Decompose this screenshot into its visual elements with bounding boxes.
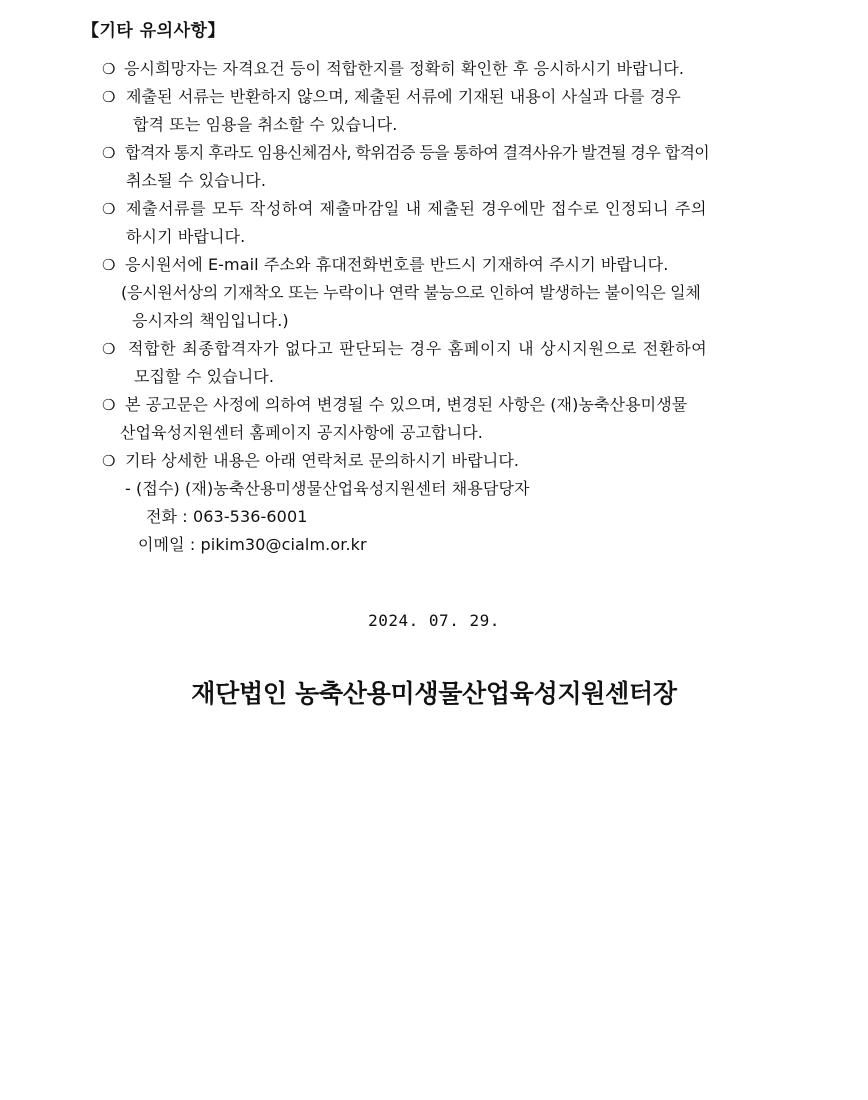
section-title: 【기타 유의사항】: [82, 21, 225, 41]
notice-item-6-line-1: 적합한 최종합격자가 없다고 판단되는 경우 홈페이지 내 상시지원으로 전환하여: [128, 339, 708, 358]
contact-email: 이메일 : pikim30@cialm.or.kr: [138, 535, 367, 554]
bullet-icon: ❍: [102, 256, 116, 274]
notice-item-1-line-1: 응시희망자는 자격요건 등이 적합한지를 정확히 확인한 후 응시하시기 바랍니다.: [124, 59, 685, 78]
notice-item-5-line-1: 응시원서에 E-mail 주소와 휴대전화번호를 반드시 기재하여 주시기 바랍니다.: [125, 255, 669, 274]
notice-item-4-line-2: 하시기 바랍니다.: [126, 227, 246, 246]
bullet-icon: ❍: [102, 60, 116, 78]
notice-item-6-line-2: 모집할 수 있습니다.: [134, 367, 275, 386]
bullet-icon: ❍: [102, 144, 116, 162]
notice-item-5-line-2: (응시원서상의 기재착오 또는 누락이나 연락 불능으로 인하여 발생하는 불이익은 일체: [121, 283, 701, 302]
notice-item-3-line-1: 합격자 통지 후라도 임용신체검사, 학위검증 등을 통하여 결격사유가 발견될 경우 합격이: [125, 143, 710, 162]
bullet-icon: ❍: [102, 200, 116, 218]
notice-date: 2024. 07. 29.: [368, 611, 500, 630]
notice-item-3-line-2: 취소될 수 있습니다.: [126, 171, 267, 190]
bullet-icon: ❍: [102, 396, 116, 414]
organization-name: 재단법인 농축산용미생물산업육성지원센터장: [191, 679, 677, 708]
notice-item-2-line-1: 제출된 서류는 반환하지 않으며, 제출된 서류에 기재된 내용이 사실과 다를 경우: [126, 87, 681, 106]
bullet-icon: ❍: [102, 452, 116, 470]
notice-item-4-line-1: 제출서류를 모두 작성하여 제출마감일 내 제출된 경우에만 접수로 인정되니 주의: [126, 199, 708, 218]
notice-item-8-line-1: 기타 상세한 내용은 아래 연락처로 문의하시기 바랍니다.: [125, 451, 520, 470]
notice-item-7-line-1: 본 공고문은 사정에 의하여 변경될 수 있으며, 변경된 사항은 (재)농축산용미생물: [125, 395, 688, 414]
bullet-icon: ❍: [102, 88, 116, 106]
bullet-icon: ❍: [102, 340, 116, 358]
contact-office: - (접수) (재)농축산용미생물산업육성지원센터 채용담당자: [125, 479, 530, 498]
notice-item-7-line-2: 산업육성지원센터 홈페이지 공지사항에 공고합니다.: [120, 423, 483, 442]
contact-phone: 전화 : 063-536-6001: [146, 507, 308, 526]
notice-item-2-line-2: 합격 또는 임용을 취소할 수 있습니다.: [133, 115, 398, 134]
notice-item-5-line-3: 응시자의 책임입니다.): [132, 311, 289, 330]
